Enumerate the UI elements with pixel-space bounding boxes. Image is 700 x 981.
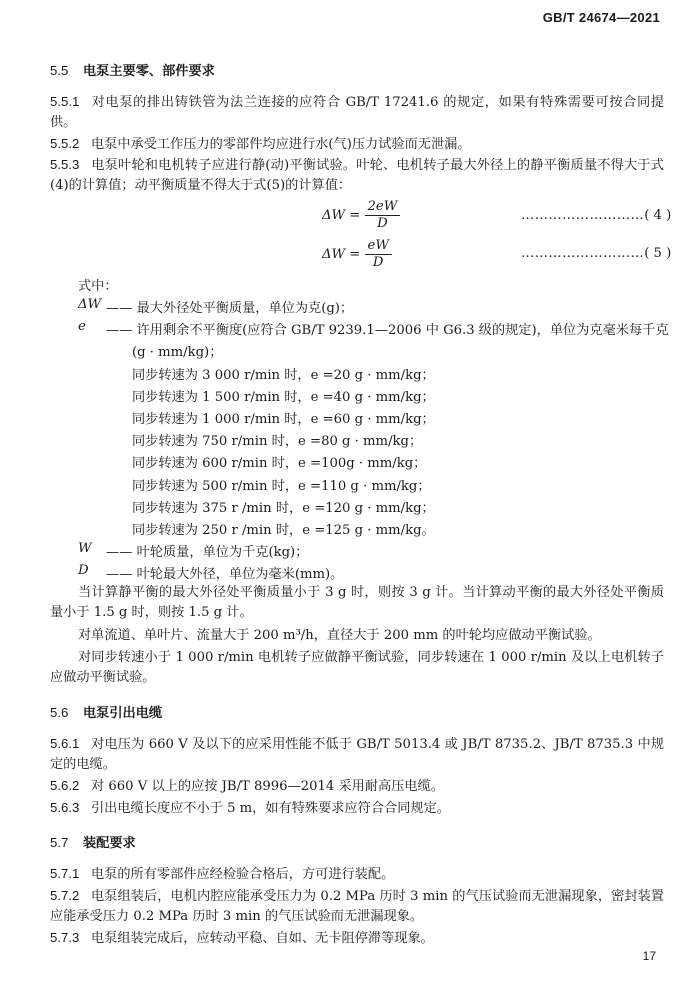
- clause-5-6-1: [50, 734, 664, 775]
- clause-text: 电泵中承受工作压力的零部件均应进行水(气)压力试验而无泄漏。: [91, 137, 471, 152]
- clause-text: 电泵叶轮和电机转子应进行静(动)平衡试验。叶轮、电机转子最大外径上的静平衡质量不得大于式(4)的计算值；动平衡质量不得大于式(5)的计算值：: [50, 158, 664, 193]
- definition-text: —— 最大外径处平衡质量，单位为克(g)；: [106, 301, 354, 316]
- where-label: 式中：: [78, 279, 118, 294]
- equation-number: ( 4 ): [644, 208, 672, 223]
- clause-number: 5.7.3: [50, 930, 80, 945]
- clause-number: 5.5.3: [50, 157, 80, 172]
- definition-symbol: ΔW: [78, 297, 102, 312]
- definition-text: 同步转速为 750 r/min 时，e =80 g · mm/kg；: [132, 434, 423, 450]
- definition-symbol: W: [78, 541, 92, 557]
- definition-text: 同步转速为 250 r /min 时，e =125 g · mm/kg。: [132, 523, 435, 538]
- clause-number: 5.7.2: [50, 888, 80, 903]
- equation-fraction: [365, 238, 392, 271]
- fraction-numerator: eW: [365, 238, 392, 255]
- definition-text: 同步转速为 375 r /min 时，e =120 g · mm/kg；: [132, 500, 435, 516]
- clause-text: 电泵组装完成后，应转动平稳、自如、无卡阻停滞等现象。: [91, 931, 434, 946]
- clause-5-6-2: [50, 776, 664, 797]
- clause-text: 电泵组装后，电机内腔应能承受压力为 0.2 MPa 历时 3 min 的气压试验而无泄漏现象，密封装置应能承受压力 0.2 MPa 历时 3 min 的气压试验而无泄漏现象。: [50, 889, 664, 924]
- clause-number: 5.7.1: [50, 866, 80, 881]
- page-number: 17: [642, 949, 656, 963]
- clause-text: 电泵的所有零部件应经检验合格后，方可进行装配。: [91, 867, 395, 882]
- fraction-numerator: 2eW: [365, 199, 401, 216]
- section-heading-5-6: [50, 702, 162, 721]
- equation-fraction: [365, 199, 401, 232]
- definition-text: (g · mm/kg)；: [132, 345, 223, 361]
- definition-text: 同步转速为 600 r/min 时，e =100g · mm/kg；: [132, 456, 427, 472]
- definition-text: 同步转速为 1 500 r/min 时，e =40 g · mm/kg；: [132, 389, 435, 405]
- section-number: 5.5: [50, 63, 69, 78]
- section-heading-5-7: [50, 832, 136, 851]
- clause-5-5-1: [50, 92, 664, 133]
- fraction-denominator: D: [372, 255, 384, 270]
- definition-text: 同步转速为 500 r/min 时，e =110 g · mm/kg；: [132, 478, 431, 494]
- equation-number: ( 5 ): [644, 246, 672, 261]
- note-dynamic-impeller: 对单流道、单叶片、流量大于 200 m³/h，直径大于 200 mm 的叶轮均应做动平衡试验。: [78, 628, 601, 643]
- definition-text: 同步转速为 3 000 r/min 时，e =20 g · mm/kg；: [132, 367, 435, 383]
- equation-lhs: ΔW =: [322, 247, 361, 262]
- clause-number: 5.6.1: [50, 736, 80, 751]
- equation-5: [322, 238, 392, 271]
- definition-symbol: D: [78, 563, 89, 579]
- clause-number: 5.5.1: [50, 94, 80, 109]
- section-heading-5-5: [50, 60, 215, 79]
- leader-dots: ………………………: [521, 246, 645, 261]
- equation-5-tag: [521, 246, 671, 261]
- leader-dots: ………………………: [521, 208, 645, 223]
- clause-text: 引出电缆长度应不小于 5 m，如有特殊要求应符合合同规定。: [91, 801, 450, 816]
- section-title: 装配要求: [83, 836, 136, 851]
- clause-5-7-3: [50, 928, 664, 949]
- clause-5-6-3: [50, 798, 664, 819]
- clause-number: 5.6.2: [50, 778, 80, 793]
- clause-5-5-3: [50, 155, 664, 196]
- equation-lhs: ΔW =: [322, 208, 361, 223]
- definition-text: 同步转速为 1 000 r/min 时，e =60 g · mm/kg；: [132, 412, 435, 427]
- fraction-denominator: D: [377, 216, 388, 231]
- definition-text: —— 许用剩余不平衡度(应符合 GB/T 9239.1—2006 中 G6.3 级的规定)，单位为克毫米每千克: [106, 323, 669, 339]
- note-rotor-speed: 对同步转速小于 1 000 r/min 电机转子应做静平衡试验，同步转速在 1 000 r/min 及以上电机转子应做动平衡试验。: [50, 650, 664, 685]
- clause-5-7-2: [50, 886, 664, 927]
- definition-symbol: e: [78, 319, 86, 335]
- section-number: 5.7: [50, 835, 69, 850]
- clause-text: 对电压为 660 V 及以下的应采用性能不低于 GB/T 5013.4 或 JB/T 8735.2、JB/T 8735.3 中规定的电缆。: [50, 737, 664, 772]
- clause-number: 5.6.3: [50, 800, 80, 815]
- definition-text: —— 叶轮最大外径，单位为毫米(mm)。: [106, 567, 344, 583]
- standard-header: GB/T 24674—2021: [542, 10, 660, 25]
- clause-text: 对 660 V 以上的应按 JB/T 8996—2014 采用耐高压电缆。: [91, 779, 444, 794]
- clause-5-7-1: [50, 864, 664, 885]
- note-balance-minimum: 当计算静平衡的最大外径处平衡质量小于 3 g 时，则按 3 g 计。当计算动平衡的最大外径处平衡质量小于 1.5 g 时，则按 1.5 g 计。: [50, 585, 664, 620]
- definition-text: —— 叶轮质量，单位为千克(kg)；: [106, 545, 309, 561]
- equation-4: [322, 199, 400, 232]
- section-title: 电泵引出电缆: [83, 706, 163, 721]
- equation-4-tag: [521, 208, 671, 223]
- section-title: 电泵主要零、部件要求: [83, 64, 215, 79]
- clause-5-5-2: [50, 134, 664, 155]
- clause-text: 对电泵的排出铸铁管为法兰连接的应符合 GB/T 17241.6 的规定，如果有特殊需要可按合同提供。: [50, 95, 664, 130]
- clause-number: 5.5.2: [50, 136, 80, 151]
- section-number: 5.6: [50, 705, 69, 720]
